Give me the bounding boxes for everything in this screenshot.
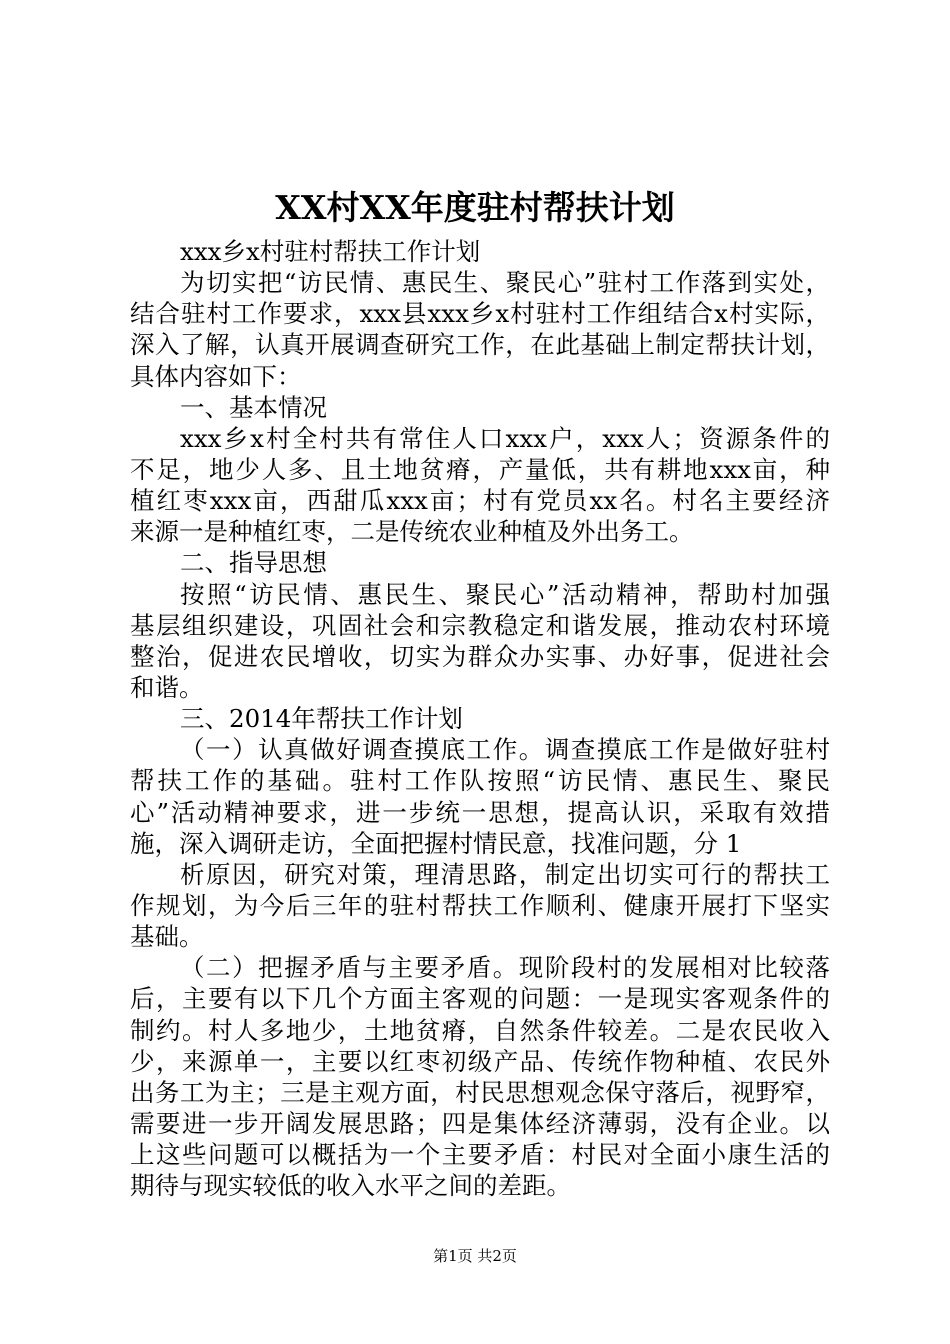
text-line: 具体内容如下： [130,361,302,391]
text-line: 不足，地少人多、且土地贫瘠，产量低，共有耕地xxx亩，种 [130,454,830,484]
text-line: 整治，促进农民增收，切实为群众办实事、办好事，促进社会 [130,641,830,671]
text-line: 植红枣xxx亩，西甜瓜xxx亩；村有党员xx名。村名主要经济 [130,486,830,516]
text-line: （二）把握矛盾与主要矛盾。现阶段村的发展相对比较落 [180,953,830,983]
text-line: 来源一是种植红枣，二是传统农业种植及外出务工。 [130,517,694,547]
text-line: 一、基本情况 [180,392,327,422]
text-line: 基础。 [130,922,204,952]
text-line: 帮扶工作的基础。驻村工作队按照“访民情、惠民生、聚民 [130,766,830,796]
text-line: 结合驻村工作要求，xxx县xxx乡x村驻村工作组结合x村实际， [130,299,830,329]
text-line: 三、2014年帮扶工作计划 [180,704,463,734]
text-line: 制约。村人多地少，土地贫瘠，自然条件较差。二是农民收入 [130,1015,830,1045]
document-body [130,236,830,1201]
text-line: 深入了解，认真开展调查研究工作，在此基础上制定帮扶计划， [130,330,830,360]
text-line: 出务工为主；三是主观方面，村民思想观念保守落后，视野窄， [130,1077,830,1107]
text-line: （一）认真做好调查摸底工作。调查摸底工作是做好驻村 [180,735,830,765]
text-line: 后，主要有以下几个方面主客观的问题：一是现实客观条件的 [130,984,830,1014]
text-line: xxx乡x村全村共有常住人口xxx户，xxx人；资源条件的 [180,423,830,453]
text-line: 需要进一步开阔发展思路；四是集体经济薄弱，没有企业。以 [130,1108,830,1138]
text-line: 析原因，研究对策，理清思路，制定出切实可行的帮扶工 [180,859,830,889]
text-line: 按照“访民情、惠民生、聚民心”活动精神，帮助村加强 [180,579,830,609]
text-line: 施，深入调研走访，全面把握村情民意，找准问题，分 1 [130,828,742,858]
text-line: 二、指导思想 [180,548,327,578]
text-line: 作规划，为今后三年的驻村帮扶工作顺利、健康开展打下坚实 [130,890,830,920]
text-line: 和谐。 [130,672,204,702]
text-line: xxx乡x村驻村帮扶工作计划 [180,237,481,266]
text-line: 心”活动精神要求，进一步统一思想，提高认识，采取有效措 [130,797,830,827]
text-line: 期待与现实较低的收入水平之间的差距。 [130,1171,571,1201]
text-line: 为切实把“访民情、惠民生、聚民心”驻村工作落到实处， [180,268,830,298]
document-title: XX村XX年度驻村帮扶计划 [275,188,675,227]
text-line: 上这些问题可以概括为一个主要矛盾：村民对全面小康生活的 [130,1140,830,1170]
text-line: 基层组织建设，巩固社会和宗教稳定和谐发展，推动农村环境 [130,610,830,640]
text-line: 少，来源单一，主要以红枣初级产品、传统作物种植、农民外 [130,1046,830,1076]
page-footer: 第1页 共2页 [433,1247,517,1265]
